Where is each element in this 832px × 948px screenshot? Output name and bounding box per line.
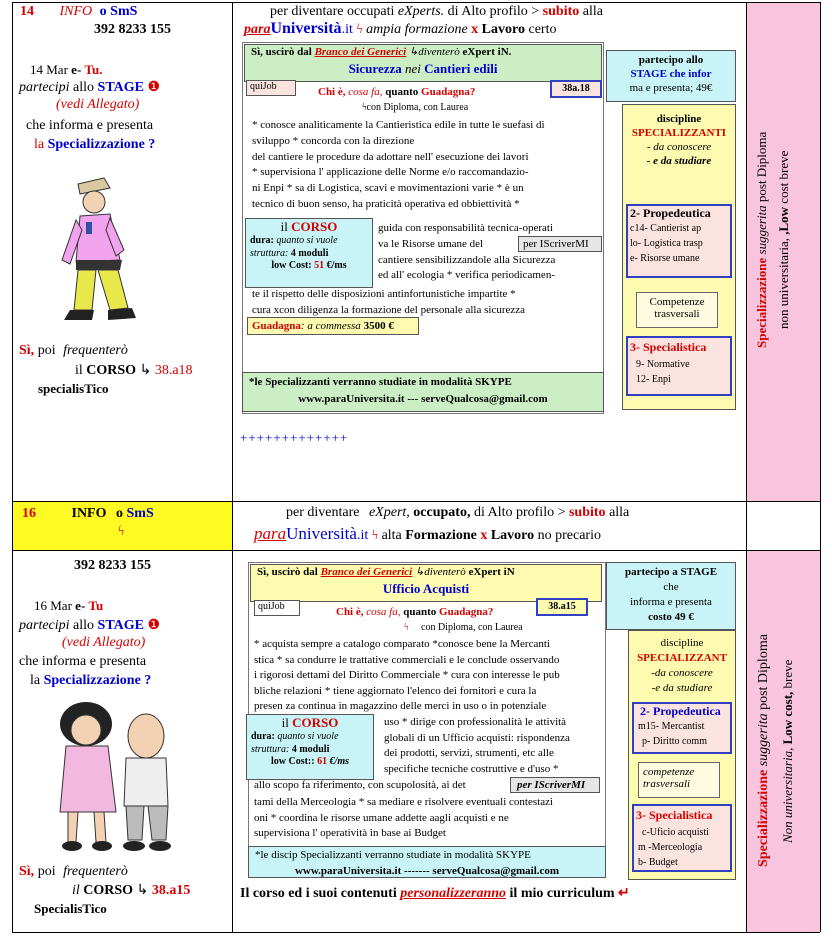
phone-number: 392 8233 155 [94, 22, 171, 37]
card1-code: 38a.18 [550, 80, 602, 98]
disc-line: -e da studiare [651, 682, 713, 694]
header2-expert: eXpert, [368, 505, 410, 520]
grid-left [12, 2, 13, 932]
quanto: quanto [385, 86, 419, 98]
header2-alta: alta [381, 528, 402, 543]
closing-pers: personalizzeranno [400, 886, 507, 901]
spec-title: 3- Specialistica [630, 340, 707, 354]
amount: 3500 € [363, 320, 394, 332]
card2-si: Sì, uscirò dal [257, 566, 318, 578]
zigzag-icon: ϟ [404, 622, 409, 633]
dura: dura: [250, 235, 274, 247]
info-label: INFO [71, 506, 107, 521]
tu-label: Tu. [84, 62, 103, 77]
card2-corso-box [246, 714, 374, 780]
allo: allo [73, 80, 95, 95]
header1-subito: subito [542, 4, 580, 19]
stage-line [19, 79, 160, 96]
card2-scrup: allo scopo fa riferimento, con scupolosità, ai det [254, 779, 466, 791]
body-line: del cantiere le procedure da adottare nell' esecuzione dei lavori [252, 150, 529, 163]
spec-line [30, 673, 151, 689]
chi: Chi è, [318, 86, 346, 98]
side-post: post Diploma [754, 131, 769, 203]
dura-value: quanto si vuole [276, 235, 338, 247]
right-line: guida con responsabilità tecnica-operati [378, 222, 554, 234]
body-line: * acquista sempre a catalogo comparato *conosce bene la Mercanti [254, 638, 550, 650]
block1-header [20, 4, 137, 20]
spec-item: 12- Enpi [636, 374, 671, 385]
card2-quijob: quiJob [254, 600, 300, 616]
zigzag-icon: ϟ [118, 524, 125, 539]
return-icon: ↵ [618, 886, 630, 901]
bottom-line: te il rispetto delle disposizioni antinfortunistiche impartite * [252, 288, 516, 300]
side-nonuni: Non universitaria, [780, 747, 795, 843]
cosafa: cosa fa, [366, 606, 401, 618]
side-low: Low cost, [780, 691, 795, 745]
card1-iscrivermi-button[interactable]: per IScriverMI [518, 236, 602, 252]
card2-diploma [404, 622, 523, 633]
disc-line: -da conoscere [651, 667, 713, 679]
stage-line: informa e presenta [630, 596, 712, 608]
right-line: va le Risorse umane del [378, 237, 484, 250]
side-sugg: suggerita [756, 713, 771, 767]
comp-line: trasversali [643, 778, 691, 790]
dura: dura: [251, 731, 275, 743]
vedi-allegato: (vedi Allegato) [62, 635, 146, 650]
dura-value: quanto si vuole [277, 731, 339, 743]
quanto: quanto [403, 606, 437, 618]
right-line: specifiche tecniche costruttive e d'uso * [384, 762, 559, 775]
guadagna: Guadagna? [439, 606, 494, 618]
stage-line [19, 617, 160, 634]
corso-label: CORSO [86, 363, 137, 378]
card1-branco: Branco dei Generici [314, 46, 407, 58]
grid-col1 [232, 2, 233, 932]
spec-label: Specializzazione ? [43, 673, 152, 688]
card1-corso-box [245, 218, 373, 288]
card1-nei: nei [405, 60, 421, 76]
body-line: * supervisiona l' applicazione delle Norme e/o raccomandazio- [252, 166, 529, 179]
email-link[interactable]: ------- serveQualcosa@gmail.com [404, 864, 560, 877]
frequentero: frequenterò [63, 864, 128, 879]
side1-text-b [776, 90, 792, 390]
card1-title: Sicurezza [348, 60, 402, 76]
card2-stage-box [606, 562, 736, 630]
card2-code: 38.a15 [536, 598, 588, 616]
card2-discipline [628, 636, 736, 696]
date-line [34, 598, 103, 614]
spec-item: 9- Normative [636, 359, 690, 370]
header2-alla: alla [609, 505, 630, 520]
card1-div: ↳diventerò [409, 46, 460, 58]
specialistico: specialisTico [38, 381, 109, 396]
header1-experts: eXperts. [397, 4, 445, 19]
zigzag-icon: ϟ [371, 528, 379, 543]
header1-alla: alla [582, 4, 603, 19]
comp-line: competenze [643, 766, 695, 778]
side-spec: Specializzazione [754, 257, 769, 349]
side1-text-a [754, 90, 770, 390]
bottom-line: oni * coordina le risorse umane addette aagli acquisti e ne [254, 811, 509, 824]
zigzag-icon: ϟ [356, 22, 363, 37]
header2-subito: subito [568, 505, 606, 520]
cost: 51 [314, 260, 325, 272]
kids-illustration [38, 696, 188, 856]
empty-cell [747, 502, 820, 550]
cost-unit: €/ms [326, 260, 347, 272]
row16-header [22, 506, 154, 522]
side2-text-b [780, 596, 796, 906]
card1-discipline [622, 112, 736, 168]
card2-branco: Branco dei Generici [320, 566, 413, 578]
side-spec: Specializzazione [756, 770, 771, 868]
prop-item: p- Diritto comm [642, 736, 707, 747]
cost: 61 [317, 756, 328, 768]
card2-title: Ufficio Acquisti [382, 580, 470, 596]
stage-line: costo 49 € [648, 611, 694, 623]
header1-rest: di Alto profilo > [447, 4, 540, 19]
card1-expert: eXpert iN. [462, 46, 512, 58]
struttura-value: 4 moduli [290, 247, 329, 259]
partecipi: partecipi [19, 618, 70, 633]
low-cost: low Cost:: [270, 756, 315, 768]
spec-label: Specializzazione ? [47, 137, 156, 152]
il: il [280, 219, 288, 234]
header1-x: x [471, 22, 479, 37]
grid-row2 [12, 550, 820, 551]
website-link[interactable]: www.paraUniversita.it [294, 864, 402, 877]
card2-specialistica [632, 804, 732, 872]
footer-text: *le Specializzanti verranno studiate in modalità SKYPE [249, 376, 512, 388]
right-line: cantiere sensibilizzandole alla Sicurezza [378, 253, 556, 266]
header2-lavoro: Lavoro [490, 528, 535, 543]
il: il [75, 363, 83, 378]
header1-ampia: ampia formazione [366, 22, 468, 37]
si: Sì, [19, 343, 35, 358]
corso: CORSO [292, 715, 339, 730]
stage-line: che [663, 581, 679, 593]
card1-chi [318, 86, 475, 98]
prop-item: lo- Logistica trasp [630, 238, 703, 249]
card1-specialistica [626, 336, 732, 396]
bottom-line: supervisiona l' operatività in base ai Budget [254, 827, 446, 839]
header1-lavoro: Lavoro [481, 22, 525, 37]
website-link[interactable]: www.paraUniversita.it [298, 392, 405, 405]
date: 14 Mar [30, 62, 68, 77]
header2-dotit: .it [356, 528, 369, 543]
body-line: bliche relazioni * tiene aggiornato l'elenco dei fornitori e cura la [254, 684, 537, 697]
sms-label: SmS [110, 4, 138, 19]
e-label: e- [71, 62, 82, 77]
informa-text: che informa e presenta [26, 118, 154, 133]
struttura-value: 4 moduli [291, 743, 330, 755]
header2-noprec: no precario [537, 528, 601, 543]
header2-occ: occupato, [413, 505, 471, 520]
email-link[interactable]: --- serveQualcosa@gmail.com [407, 392, 548, 405]
right-line: dei prodotti, servizi, strumenti, etc alle [384, 747, 554, 759]
grid-bottom [12, 932, 820, 933]
stage-line: ma e presenta; 49€ [629, 82, 713, 94]
header2-line2 [254, 524, 601, 544]
card1-right [378, 221, 555, 284]
card1-si: Sì, uscirò dal [251, 46, 312, 58]
si: Sì, [19, 864, 35, 879]
informa-text: che informa e presenta [19, 654, 147, 669]
card1-header [244, 44, 602, 82]
header2-x: x [480, 528, 488, 543]
o-label: o [116, 506, 123, 521]
disc-line: - e da studiare [646, 155, 712, 167]
disc-line: discipline [660, 637, 704, 649]
vedi-allegato: (vedi Allegato) [56, 97, 140, 112]
spec-line [34, 137, 155, 153]
body-line: presen za continua in magazzino delle merci in uso o in potenziale [254, 700, 547, 712]
spec-item: c-Uficio acquisti [642, 827, 709, 838]
header2-per: per diventare [286, 505, 360, 520]
o-label: o [99, 4, 107, 19]
arrow-icon: ↳ [139, 363, 152, 378]
poi: poi [37, 864, 56, 879]
disc-line: discipline [656, 113, 702, 125]
header2-form: Formazione [405, 528, 477, 543]
spec-title: 3- Specialistica [636, 808, 713, 822]
bottom-line: tami della Merceologia * sa mediare e risolvere eventuali contestazi [254, 796, 554, 808]
prop-item: c14- Cantierist ap [630, 223, 702, 234]
frequentero: frequenterò [63, 343, 128, 358]
disc-line: SPECIALIZZANTI [631, 127, 727, 139]
stage-label: STAGE [97, 618, 144, 633]
card2-body [254, 637, 560, 715]
header2-rest: di Alto profilo > [473, 505, 566, 520]
corso-line [72, 882, 190, 899]
right-line: globali di un Ufficio acquisti: rispondenza [384, 731, 570, 744]
disc-line: - da conoscere [646, 141, 712, 153]
card2-div: ↳diventerò [415, 566, 466, 578]
card2-expert: eXpert iN [468, 566, 515, 578]
card2-header [250, 564, 602, 602]
low-cost: low Cost: [271, 260, 312, 272]
guadagna: Guadagna? [421, 86, 476, 98]
stage-line: STAGE che infor [630, 68, 712, 80]
card2-footer [248, 846, 606, 878]
tu-label: Tu [88, 598, 104, 613]
footer-text: *le discip Specializzanti verranno studiate in modalità SKYPE [255, 849, 531, 861]
si-line [19, 343, 128, 359]
corso-line [75, 362, 193, 379]
header2-univ: Università [286, 524, 357, 543]
side-sugg: suggerita [754, 205, 769, 255]
header2-para: para [254, 524, 287, 543]
date-line [30, 62, 103, 78]
right-line: ed all' ecologia * verifica periodicamen- [378, 269, 555, 282]
e-label: e- [75, 598, 86, 613]
card2-bottom [254, 795, 553, 842]
header1-para: para [244, 22, 271, 37]
guadagna: Guadagna [252, 320, 301, 332]
card1-guadagna-box [247, 317, 419, 335]
date: 16 Mar [34, 598, 72, 613]
bottom-line: cura xcon diligenza la formazione del personale alla sicurezza [252, 303, 526, 316]
side-post: post Diploma [756, 634, 771, 711]
header1-dotit: .it [341, 22, 353, 37]
side-breve: breve [780, 659, 795, 689]
card2-right [384, 715, 570, 777]
stage-line: partecipo a STAGE [624, 566, 718, 578]
header2-line1 [286, 505, 629, 521]
corso-label: CORSO [83, 883, 134, 898]
cosafa: cosa fa, [348, 86, 383, 98]
card1-propedeutica [626, 204, 732, 278]
la: la [30, 673, 41, 688]
allo: allo [73, 618, 95, 633]
prop-title: 2- Propedeutica [630, 206, 711, 220]
side2-text-a [756, 596, 772, 906]
grid-top [12, 2, 820, 3]
right-line: uso * dirige con professionalità le attività [384, 716, 567, 728]
phone-number: 392 8233 155 [74, 558, 151, 573]
grid-right [820, 2, 821, 932]
card2-closing [240, 885, 630, 902]
card2-iscrivermi-button[interactable]: per IScriverMI [510, 777, 600, 793]
corso: CORSO [291, 219, 338, 234]
row-number: 16 [22, 506, 36, 521]
course-code: 38.a18 [154, 363, 193, 378]
struttura: struttura: [251, 743, 290, 755]
badge-icon: ❶ [147, 618, 161, 633]
comp-line: trasversali [654, 308, 700, 320]
prop-item: e- Risorse umane [630, 253, 700, 264]
header1-certo: certo [528, 22, 557, 37]
commessa: : a commessa [300, 320, 361, 332]
row-number: 14 [20, 4, 34, 19]
la: la [34, 137, 45, 152]
partecipi: partecipi [19, 80, 70, 95]
cost-unit: €/ms [329, 756, 350, 768]
body-line: * conosce analiticamente la Cantieristica edile in tutte le suefasi di [252, 119, 545, 131]
badge-icon: ❶ [147, 80, 161, 95]
header1-line1 [270, 4, 603, 20]
header1-line2 [244, 20, 556, 38]
specialistico: SpecialisTico [34, 901, 107, 916]
header1-univ: Università [270, 20, 342, 37]
card2-propedeutica [632, 702, 732, 754]
card1-footer [242, 372, 604, 412]
spec-item: b- Budget [638, 857, 678, 868]
info-label: INFO [59, 4, 93, 19]
card2-chi [336, 606, 493, 618]
chi: Chi è, [336, 606, 364, 618]
card1-stage-box [606, 50, 736, 102]
il: il [72, 883, 80, 898]
side-low: ,Low [776, 207, 791, 235]
prop-item: m15- Mercantist [638, 721, 705, 732]
card1-title2: Cantieri edili [424, 60, 498, 76]
card1-quijob: quiJob [246, 80, 296, 96]
card1-competenze [636, 292, 718, 328]
closing-text: Il corso ed i suoi contenuti [240, 886, 397, 901]
comp-line: Competenze [649, 296, 705, 308]
card2-competenze [638, 762, 720, 798]
body-line: tecnico di buon senso, ha praticità operativa ed obbiettività * [252, 197, 520, 210]
prop-title: 2- Propedeutica [640, 704, 721, 718]
header1-per: per diventare occupati [270, 4, 395, 19]
spec-item: m -Merceologia [638, 842, 703, 853]
disc-line: SPECIALIZZANT [637, 652, 727, 664]
plus-row: +++++++++++++ [240, 430, 349, 445]
side-cost: cost breve [776, 150, 791, 204]
inspector-illustration [40, 170, 140, 340]
sms-label: SmS [126, 506, 154, 521]
diploma: con Diploma, con Laurea [421, 622, 523, 633]
il: il [281, 715, 289, 730]
card1-diploma: ϟcon Diploma, con Laurea [362, 102, 469, 113]
stage-label: STAGE [97, 80, 144, 95]
body-line: i rigorosi dettami del Diritto Commerciale * cura con interesse le pub [254, 669, 560, 681]
arrow-icon: ↳ [136, 883, 149, 898]
body-line: stica * sa condurre le trattative commerciali e le conclude osservando [254, 653, 560, 666]
closing-text2: il mio curriculum [509, 886, 615, 901]
si-line [19, 864, 128, 880]
side-nonuni: non universitaria, [776, 238, 791, 330]
card1-bottom [252, 287, 525, 319]
body-line: ni Enpi * sa di Logistica, scavi e movimentazioni varie * è un [252, 182, 524, 195]
body-line: sviluppo * concorda con la direzione [252, 134, 415, 147]
struttura: struttura: [250, 247, 289, 259]
stage-line: partecipo allo [638, 54, 704, 66]
card1-body [252, 118, 607, 213]
poi: poi [37, 343, 56, 358]
course-code: 38.a15 [151, 883, 191, 898]
